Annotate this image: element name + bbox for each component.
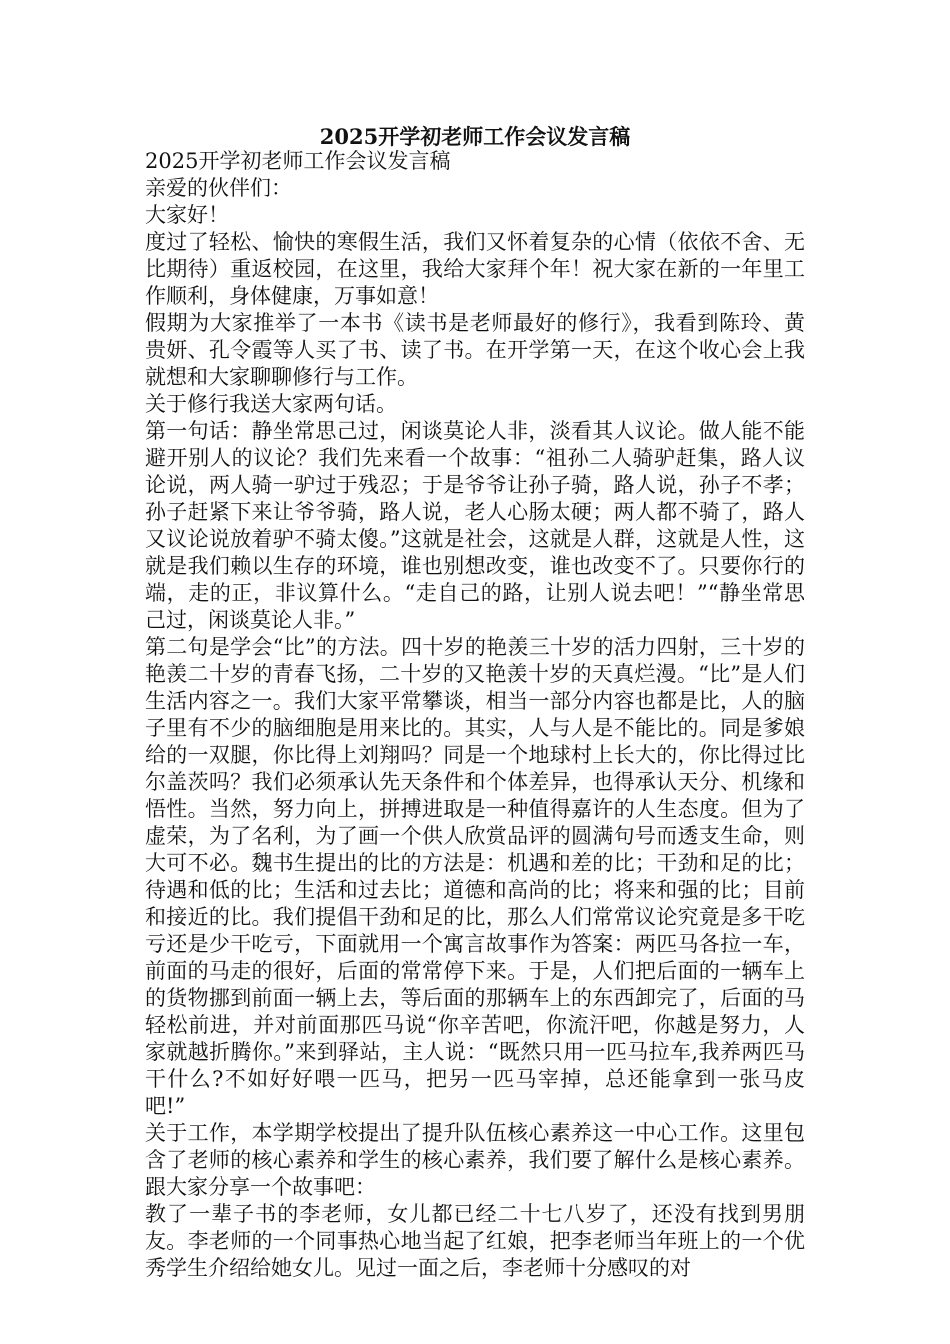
paragraph: 关于修行我送大家两句话。	[145, 392, 397, 416]
paragraph: 第二句是学会“比”的方法。四十岁的艳羡三十岁的活力四射，三十岁的艳羡二十岁的青春飞扬，二十岁的又艳羡十岁的天真烂漫。“比”是人们生活内容之一。我们大家平常攀谈，相当一部分内容也都是比，人的脑子里有不少的脑细胞是用来比的。其实，人与人是不能比的。同是爹娘给的一双腿，你比得上刘翔吗？同是一个地球村上长大的，你比得过比尔盖茨吗？我们必须承认先天条件和个体差异，也得承认天分、机缘和悟性。当然，努力向上，拼搏进取是一种值得嘉许的人生态度。但为了虚荣，为了名利，为了画一个供人欣赏品评的圆满句号而透支生命，则大可不必。魏书生提出的比的方法是：机遇和差的比；干劲和足的比；待遇和低的比；生活和过去比；道德和高尚的比；将来和强的比；目前和接近的比。我们提倡干劲和足的比，那么人们常常议论究竟是多干吃亏还是少干吃亏，下面就用一个寓言故事作为答案：两匹马各拉一车，前面的马走的很好，后面的常常停下来。于是，人们把后面的一辆车上的货物挪到前面一辆上去，等后面的那辆车上的东西卸完了，后面的马轻松前进，并对前面那匹马说“你辛苦吧，你流汗吧，你越是努力，人家就越折腾你。”来到驿站，主人说：“既然只用一匹马拉车,我养两匹马干什么?不如好好喂一匹马，把另一匹马宰掉，总还能拿到一张马皮吧!”	[145, 635, 805, 1118]
paragraph-subtitle: 2025开学初老师工作会议发言稿	[145, 149, 451, 173]
paragraph: 关于工作，本学期学校提出了提升队伍核心素养这一中心工作。这里包含了老师的核心素养和学生的核心素养，我们要了解什么是核心素养。跟大家分享一个故事吧：	[145, 1121, 805, 1199]
paragraph: 第一句话：静坐常思己过，闲谈莫论人非，淡看其人议论。做人能不能避开别人的议论？我们先来看一个故事：“祖孙二人骑驴赶集，路人议论说，两人骑一驴过于残忍；于是爷爷让孙子骑，路人说，孙子不孝；孙子赶紧下来让爷爷骑，路人说，老人心肠太硬；两人都不骑了，路人又议论说放着驴不骑太傻。”这就是社会，这就是人群，这就是人性，这就是我们赖以生存的环境，谁也别想改变，谁也改变不了。只要你行的端，走的正，非议算什么。“走自己的路，让别人说去吧！”“静坐常思己过，闲谈莫论人非。”	[145, 419, 805, 632]
paragraph-salutation: 亲爱的伙伴们：	[145, 176, 292, 200]
document-body	[145, 148, 805, 1282]
paragraph-greeting: 大家好！	[145, 203, 229, 227]
paragraph: 教了一辈子书的李老师，女儿都已经二十七八岁了，还没有找到男朋友。李老师的一个同事热心地当起了红娘，把李老师当年班上的一个优秀学生介绍给她女儿。见过一面之后，李老师十分感叹的对	[145, 1202, 805, 1280]
paragraph: 度过了轻松、愉快的寒假生活，我们又怀着复杂的心情（依依不舍、无比期待）重返校园，在这里，我给大家拜个年！祝大家在新的一年里工作顺利，身体健康，万事如意！	[145, 230, 805, 308]
paragraph: 假期为大家推举了一本书《读书是老师最好的修行》，我看到陈玲、黄贵妍、孔令霞等人买了书、读了书。在开学第一天，在这个收心会上我就想和大家聊聊修行与工作。	[145, 311, 805, 389]
document-title: 2025开学初老师工作会议发言稿	[319, 124, 631, 149]
